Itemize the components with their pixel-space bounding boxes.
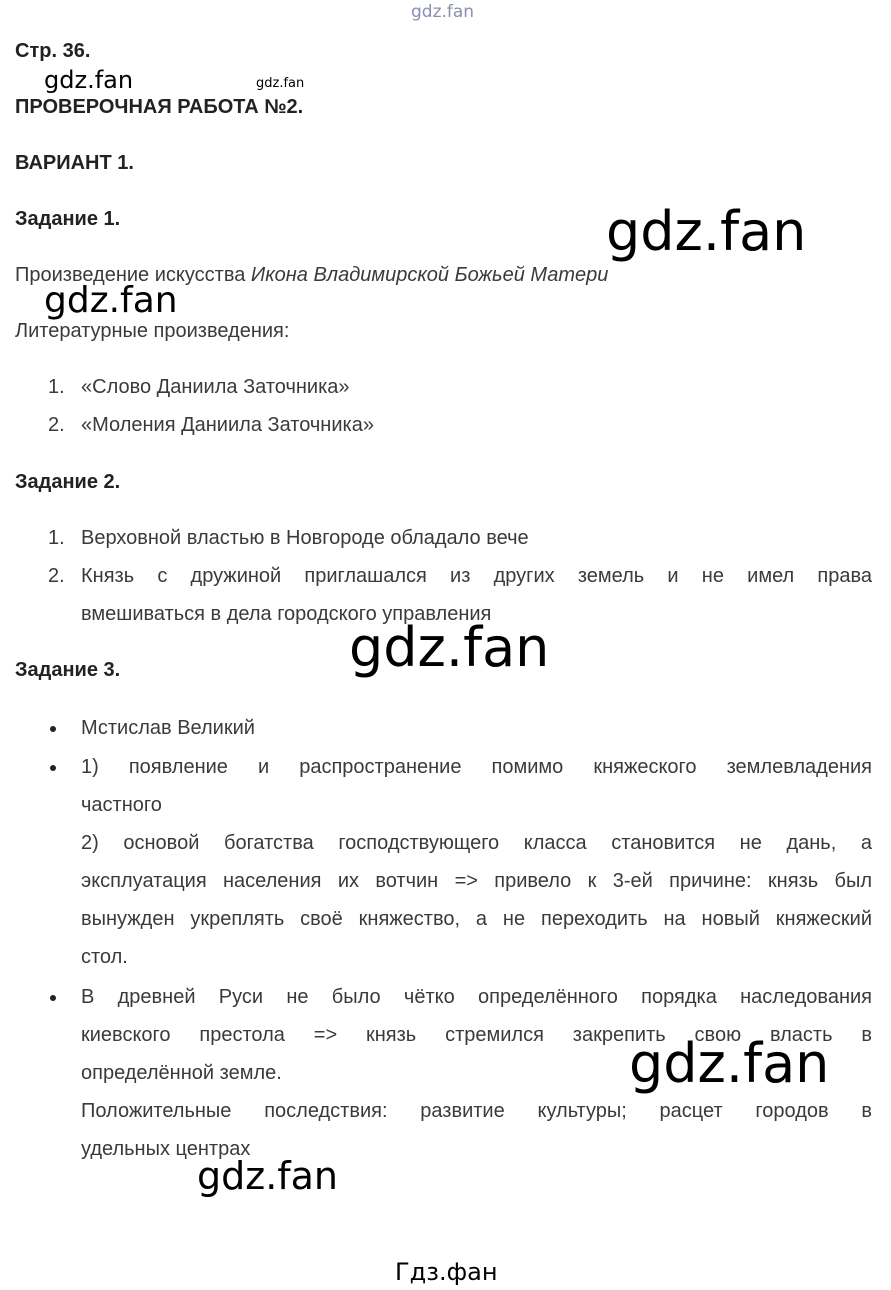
- footer-watermark: Гдз.фан: [395, 1258, 498, 1286]
- list-item: Верховной властью в Новгороде обладало вече: [81, 527, 529, 549]
- bullet-line: вынужден укреплять своё княжество, а не переходить на новый княжеский: [81, 908, 872, 930]
- bullet-line: 1) появление и распространение помимо княжеского землевладения: [81, 756, 872, 778]
- bullet: [50, 765, 56, 771]
- task2-heading: Задание 2.: [15, 471, 121, 493]
- task1-art: [15, 264, 608, 287]
- watermark-tiny: gdz.fan: [256, 76, 305, 91]
- list-item: «Слово Даниила Заточника»: [81, 376, 350, 398]
- task1-heading: Задание 1.: [15, 208, 121, 230]
- bullet-line: частного: [81, 794, 162, 816]
- bullet-line: 2) основой богатства господствующего класса становится не дань, а: [81, 832, 872, 854]
- watermark-large: gdz.fan: [606, 200, 807, 263]
- variant-heading: ВАРИАНТ 1.: [15, 152, 134, 174]
- bullet-line: Положительные последствия: развитие культуры; расцет городов в: [81, 1100, 872, 1122]
- page-title: ПРОВЕРОЧНАЯ РАБОТА №2.: [15, 96, 304, 118]
- watermark-large: gdz.fan: [349, 616, 550, 679]
- bullet-line: киевского престола => князь стремился закрепить свою власть в: [81, 1024, 872, 1046]
- bullet-line: стол.: [81, 946, 128, 968]
- bullet-line: В древней Руси не было чётко определённого порядка наследования: [81, 986, 872, 1008]
- bullet-line: эксплуатация населения их вотчин => привело к 3-ей причине: князь был: [81, 870, 872, 892]
- watermark-medium: gdz.fan: [197, 1154, 339, 1198]
- list-number: 1.: [48, 376, 65, 398]
- list-item-line: Князь с дружиной приглашался из других земель и не имел права: [81, 565, 872, 587]
- list-number: 2.: [48, 565, 65, 587]
- task3-heading: Задание 3.: [15, 659, 121, 681]
- task1-lit-label: Литературные произведения:: [15, 320, 290, 342]
- task1-art-value: Икона Владимирской Божьей Матери: [250, 264, 609, 286]
- watermark-small: gdz.fan: [44, 66, 134, 94]
- list-item-line: вмешиваться в дела городского управления: [81, 603, 492, 625]
- watermark-large: gdz.fan: [629, 1032, 830, 1095]
- bullet-line: определённой земле.: [81, 1062, 282, 1084]
- watermark-medium: gdz.fan: [44, 280, 178, 321]
- bullet-line: удельных центрах: [81, 1138, 251, 1160]
- bullet: [50, 726, 56, 732]
- list-number: 2.: [48, 414, 65, 436]
- list-item: «Моления Даниила Заточника»: [81, 414, 374, 436]
- watermark-top: gdz.fan: [411, 2, 475, 22]
- list-number: 1.: [48, 527, 65, 549]
- bullet-item: Мстислав Великий: [81, 717, 255, 739]
- page-ref: Стр. 36.: [15, 40, 91, 62]
- task1-art-label: Произведение искусства: [15, 264, 246, 286]
- bullet: [50, 995, 56, 1001]
